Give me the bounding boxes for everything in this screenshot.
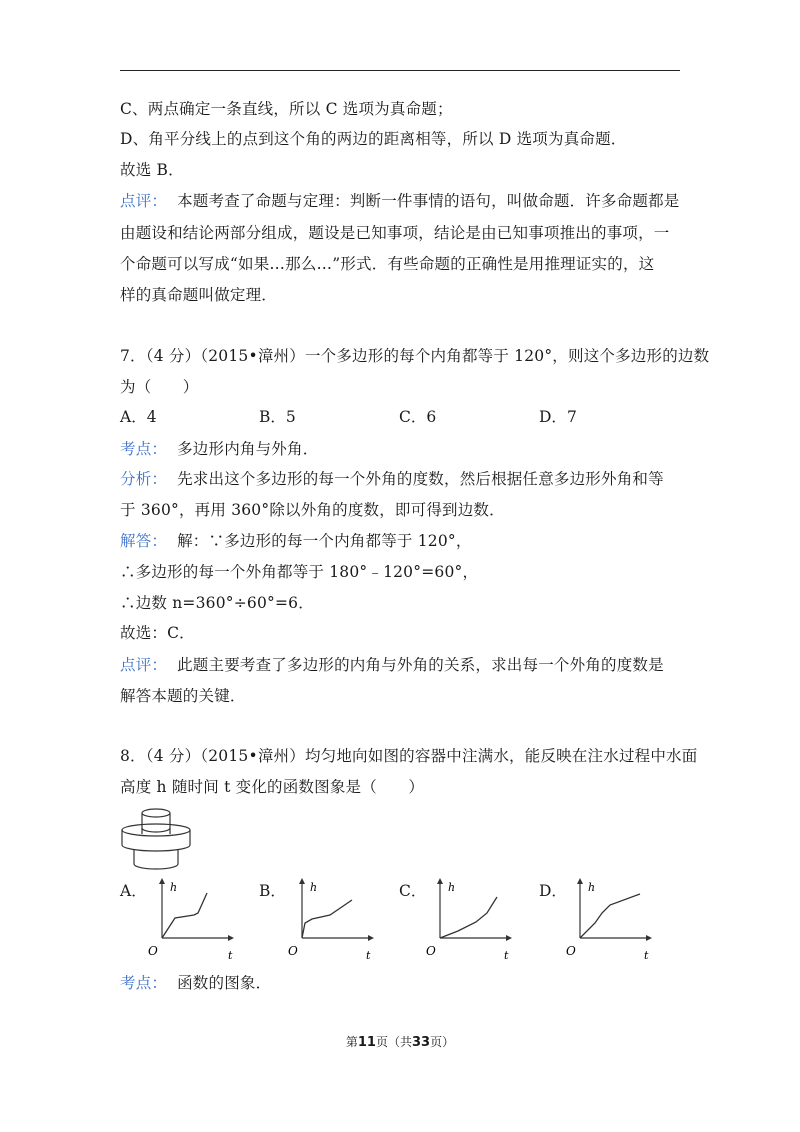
header-rule (120, 70, 680, 71)
prev-comment-line-3: 个命题可以写成“如果…那么…”形式．有些命题的正确性是用推理证实的，这 (120, 255, 655, 273)
svg-text:h: h (170, 881, 178, 894)
q8-graph-b (282, 873, 382, 963)
prev-option-c-explanation: C、两点确定一条直线，所以 C 选项为真命题； (120, 100, 453, 118)
svg-text:O: O (148, 944, 158, 958)
q7-comment-line-2: 解答本题的关键． (120, 687, 246, 705)
comment-label: 点评： (120, 656, 168, 674)
prev-comment-line-1: 点评： 本题考查了命题与定理：判断一件事情的语句，叫做命题．许多命题都是 (120, 192, 680, 210)
kaodian-label: 考点： (120, 440, 168, 458)
svg-text:O: O (288, 944, 298, 958)
prev-answer: 故选 B． (120, 161, 184, 179)
q7-option-d: D．7 (539, 408, 577, 426)
graph-d-curve (580, 894, 640, 938)
q7-option-c: C．6 (399, 408, 437, 426)
svg-text:O: O (426, 944, 436, 958)
svg-text:h: h (588, 881, 596, 894)
jieda-label: 解答： (120, 532, 168, 550)
q8-graph-b-label: B． (259, 882, 286, 900)
comment-label: 点评： (120, 192, 168, 210)
svg-text:O: O (566, 944, 576, 958)
svg-text:t: t (504, 949, 509, 962)
svg-text:t: t (644, 949, 649, 962)
q7-stem-line-2: 为（ ） (120, 378, 199, 396)
q8-stem-line-2: 高度 h 随时间 t 变化的函数图象是（ ） (120, 778, 425, 796)
graph-b-curve (302, 900, 352, 938)
fenxi-label: 分析： (120, 470, 168, 488)
svg-text:h: h (310, 881, 318, 894)
q7-kaodian: 考点： 多边形内角与外角． (120, 440, 319, 458)
svg-text:t: t (366, 949, 371, 962)
q8-kaodian: 考点： 函数的图象． (120, 974, 272, 992)
q7-option-a: A．4 (120, 408, 157, 426)
q7-jieda-line-1: 解答： 解：∵多边形的每一个内角都等于 120°， (120, 532, 472, 550)
svg-text:t: t (228, 949, 233, 962)
graph-a-curve (162, 893, 207, 938)
q8-graph-d (560, 873, 660, 963)
q8-graph-c-label: C． (399, 882, 427, 900)
total-pages: 33 (412, 1035, 431, 1050)
q8-graph-d-label: D． (539, 882, 567, 900)
q8-graph-a-label: A． (120, 882, 147, 900)
prev-comment-line-4: 样的真命题叫做定理． (120, 286, 278, 304)
q7-jieda-line-3: ∴边数 n=360°÷60°=6． (120, 594, 314, 612)
prev-option-d-explanation: D、角平分线上的点到这个角的两边的距离相等，所以 D 选项为真命题． (120, 130, 627, 148)
kaodian-label: 考点： (120, 974, 168, 992)
prev-comment-line-2: 由题设和结论两部分组成，题设是已知事项，结论是由已知事项推出的事项，一 (120, 224, 670, 242)
graph-c-curve (440, 897, 497, 938)
q8-graph-a (142, 873, 242, 963)
q7-comment-line-1: 点评： 此题主要考查了多边形的内角与外角的关系，求出每一个外角的度数是 (120, 656, 664, 674)
q8-stem-line-1: 8．（4 分）（2015•漳州）均匀地向如图的容器中注满水，能反映在注水过程中水面 (120, 747, 698, 765)
q7-option-b: B．5 (259, 408, 296, 426)
q7-answer: 故选：C． (120, 624, 195, 642)
page-footer: 第11页（共33页） (345, 1035, 455, 1050)
q7-fenxi-line-1: 分析： 先求出这个多边形的每一个外角的度数，然后根据任意多边形外角和等 (120, 470, 664, 488)
container-figure (118, 804, 194, 872)
q7-stem-line-1: 7．（4 分）（2015•漳州）一个多边形的每个内角都等于 120°，则这个多边形的边数 (120, 347, 710, 365)
svg-text:h: h (448, 881, 456, 894)
page-number: 11 (357, 1035, 376, 1050)
q8-graph-c (420, 873, 520, 963)
q7-fenxi-line-2: 于 360°，再用 360°除以外角的度数，即可得到边数． (120, 501, 505, 519)
q7-jieda-line-2: ∴多边形的每一个外角都等于 180°﹣120°=60°， (120, 563, 479, 581)
